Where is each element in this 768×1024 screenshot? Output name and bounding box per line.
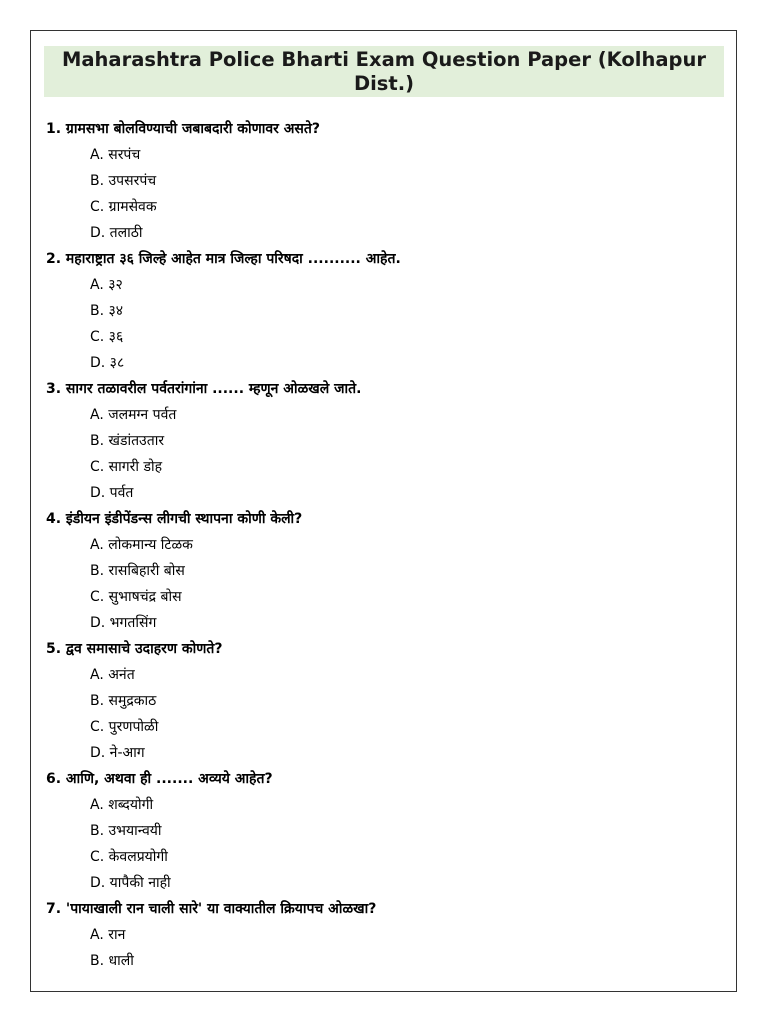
option-b: B. रासबिहारी बोस: [90, 563, 185, 579]
option-c: C. ३६: [90, 329, 124, 345]
option-a: A. रान: [90, 927, 126, 943]
option-b: B. समुद्रकाठ: [90, 693, 157, 709]
option-c: C. सागरी डोह: [90, 459, 162, 475]
question-text: 1. ग्रामसभा बोलविण्याची जबाबदारी कोणावर असते?: [46, 121, 320, 137]
question-text: 7. 'पायाखाली रान चाली सारे' या वाक्यातील क्रियापच ओळखा?: [46, 901, 377, 917]
question-list: [46, 116, 726, 974]
option-c: C. केवलप्रयोगी: [90, 849, 168, 865]
question-1: [46, 116, 726, 246]
option-a: A. ३२: [90, 277, 123, 293]
option-b: B. ३४: [90, 303, 124, 319]
document-title: Maharashtra Police Bharti Exam Question Paper (Kolhapur Dist.): [61, 47, 706, 95]
option-d: D. ३८: [90, 355, 125, 371]
question-2: [46, 246, 726, 376]
option-d: D. ने-आग: [90, 745, 145, 761]
question-text: 6. आणि, अथवा ही ....... अव्यये आहेत?: [46, 771, 273, 787]
question-text: 4. इंडीयन इंडीपेंडन्स लीगची स्थापना कोणी केली?: [46, 511, 303, 527]
option-d: D. भगतसिंग: [90, 615, 157, 631]
option-b: B. उभयान्वयी: [90, 823, 162, 839]
option-a: A. सरपंच: [90, 147, 141, 163]
option-a: A. शब्दयोगी: [90, 797, 154, 813]
option-a: A. अनंत: [90, 667, 135, 683]
option-b: B. खंडांतउतार: [90, 433, 165, 449]
question-3: [46, 376, 726, 506]
option-d: D. पर्वत: [90, 485, 134, 501]
question-text: 5. द्वव समासाचे उदाहरण कोणते?: [46, 641, 223, 657]
option-c: C. ग्रामसेवक: [90, 199, 157, 215]
option-d: D. तलाठी: [90, 225, 143, 241]
question-5: [46, 636, 726, 766]
option-c: C. पुरणपोळी: [90, 719, 159, 735]
option-a: A. लोकमान्य टिळक: [90, 537, 193, 553]
option-c: C. सुभाषचंद्र बोस: [90, 589, 182, 605]
question-4: [46, 506, 726, 636]
question-text: 3. सागर तळावरील पर्वतरांगांना ...... म्हणून ओळखले जाते.: [46, 381, 362, 397]
question-6: [46, 766, 726, 896]
option-b: B. धाली: [90, 953, 134, 969]
title-banner: [44, 46, 724, 97]
option-b: B. उपसरपंच: [90, 173, 157, 189]
question-text: 2. महाराष्ट्रात ३६ जिल्हे आहेत मात्र जिल्हा परिषदा .......... आहेत.: [46, 251, 401, 267]
question-7: [46, 896, 726, 974]
option-d: D. यापैकी नाही: [90, 875, 171, 891]
option-a: A. जलमग्न पर्वत: [90, 407, 177, 423]
